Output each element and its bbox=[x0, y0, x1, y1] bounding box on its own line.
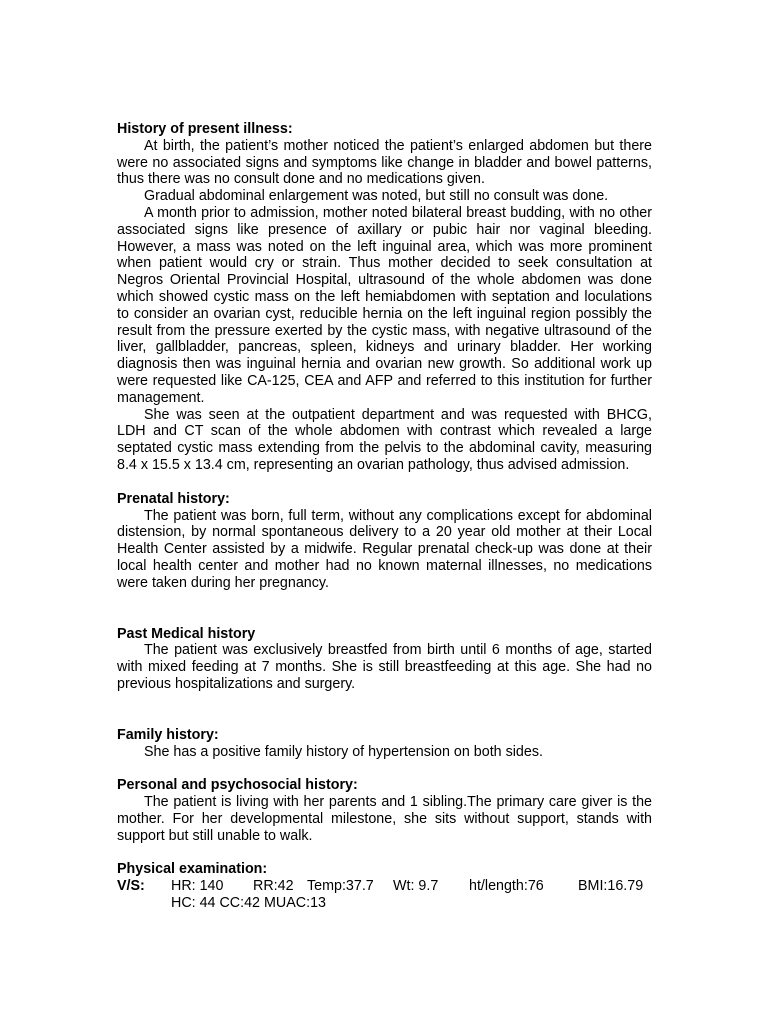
section-personal-psychosocial-history bbox=[117, 777, 652, 844]
section-heading: Family history: bbox=[117, 726, 219, 743]
paragraph: The patient was born, full term, without any complications except for abdominal distension, by normal spontaneous delivery to a 20 year old mother at their Local Health Center assisted by a midwife. Regular prenatal check-up was done at their local health center and mother had no known maternal illnesses, no medications were taken during her pregnancy. bbox=[117, 507, 652, 591]
vital-hr: HR: 140 bbox=[171, 878, 224, 895]
vital-height-length: ht/length:76 bbox=[469, 878, 544, 895]
section-heading: Past Medical history bbox=[117, 625, 256, 642]
spacer bbox=[117, 844, 652, 861]
section-heading: Prenatal history: bbox=[117, 490, 230, 507]
spacer bbox=[117, 760, 652, 777]
vital-muac: MUAC:13 bbox=[264, 895, 326, 912]
spacer bbox=[117, 693, 652, 727]
vital-signs-label: V/S: bbox=[117, 878, 145, 895]
section-history-of-present-illness bbox=[117, 121, 652, 474]
section-heading: History of present illness: bbox=[117, 121, 293, 137]
vital-temp: Temp:37.7 bbox=[307, 878, 374, 895]
spacer bbox=[117, 474, 652, 491]
vital-bmi: BMI:16.79 bbox=[578, 878, 644, 895]
paragraph: She has a positive family history of hypertension on both sides. bbox=[144, 743, 543, 760]
vital-weight: Wt: 9.7 bbox=[393, 878, 439, 895]
document-page bbox=[117, 121, 652, 912]
paragraph: A month prior to admission, mother noted bilateral breast budding, with no other associated signs like presence of axillary or pubic hair nor vaginal bleeding. However, a mass was noted on the left inguinal area, which was more prominent when patient would cry or strain. Thus mother decided to seek consultation at Negros Oriental Provincial Hospital, ultrasound of the whole abdomen was done which showed cystic mass on the left hemiabdomen with septation and loculations to consider an ovarian cyst, reducible hernia on the left inguinal region possibly the result from the pressure exerted by the cystic mass, with negative ultrasound of the liver, gallbladder, pancreas, spleen, kidneys and urinary bladder. Her working diagnosis then was inguinal hernia and ovarian new growth. So additional work up were requested like CA-125, CEA and AFP and referred to this institution for further management. bbox=[117, 204, 652, 406]
section-prenatal-history bbox=[117, 491, 652, 592]
vital-hc: HC: 44 bbox=[171, 895, 216, 912]
section-past-medical-history bbox=[117, 626, 652, 693]
vital-cc: CC:42 bbox=[219, 895, 261, 912]
paragraph: She was seen at the outpatient department and was requested with BHCG, LDH and CT scan of the whole abdomen with contrast which revealed a large septated cystic mass extending from the pelvis to the abdominal cavity, measuring 8.4 x 15.5 x 13.4 cm, representing an ovarian pathology, thus advised admission. bbox=[117, 406, 652, 473]
vital-signs-row bbox=[117, 878, 652, 895]
spacer bbox=[117, 592, 652, 626]
paragraph: At birth, the patient’s mother noticed the patient’s enlarged abdomen but there were no associated signs and symptoms like change in bladder and bowel patterns, thus there was no consult done and no medications given. bbox=[117, 137, 652, 188]
section-family-history bbox=[117, 727, 652, 761]
paragraph: Gradual abdominal enlargement was noted, but still no consult was done. bbox=[144, 188, 609, 205]
paragraph: The patient was exclusively breastfed from birth until 6 months of age, started with mixed feeding at 7 months. She is still breastfeeding at this age. She had no previous hospitalizations and surgery. bbox=[117, 642, 652, 692]
paragraph: The patient is living with her parents and 1 sibling.The primary care giver is the mother. For her developmental milestone, she sits without support, stands with support but still unable to walk. bbox=[117, 794, 652, 844]
section-heading: Physical examination: bbox=[117, 861, 268, 878]
section-heading: Personal and psychosocial history: bbox=[117, 777, 358, 794]
vital-rr: RR:42 bbox=[253, 878, 294, 895]
vital-signs-row-2 bbox=[117, 895, 652, 912]
section-physical-examination bbox=[117, 861, 652, 911]
